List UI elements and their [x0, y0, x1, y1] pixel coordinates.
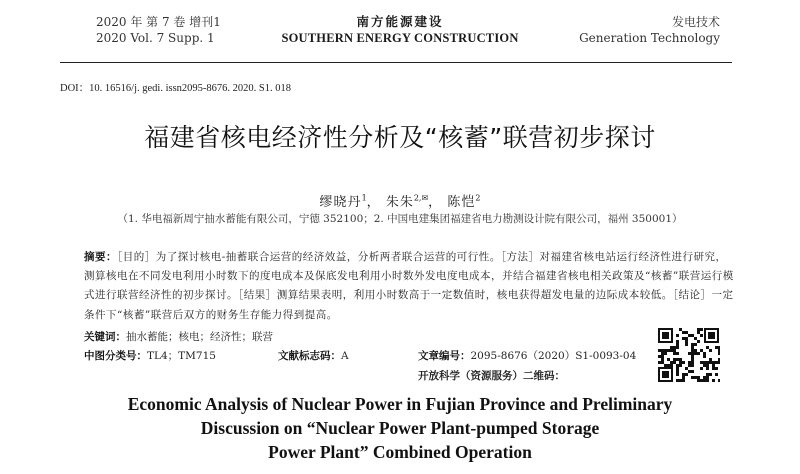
qr-module: [673, 361, 676, 364]
qr-module: [700, 367, 703, 370]
document-code: [278, 348, 349, 363]
abstract-label: 摘要：: [84, 251, 117, 263]
qr-module: [694, 376, 697, 379]
qr-module: [712, 367, 715, 370]
author-name: 朱朱: [385, 195, 414, 210]
title-en-line1: Economic Analysis of Nuclear Power in Fujian Province and Preliminary: [127, 394, 673, 414]
keywords-value: 抽水蓄能；核电；经济性；联营: [126, 331, 273, 343]
qr-module: [676, 373, 679, 376]
qr-module: [709, 361, 712, 364]
qr-module: [682, 361, 685, 364]
qr-module: [703, 361, 706, 364]
article-number-value: 2095-8676（2020）S1-0093-04: [470, 350, 637, 362]
header-rule: [60, 62, 732, 63]
qr-module: [682, 379, 685, 382]
qr-module: [706, 379, 709, 382]
qr-module: [667, 358, 670, 361]
author-affil-mark: 1: [361, 193, 367, 203]
qr-module: [718, 379, 720, 382]
qr-module: [673, 358, 676, 361]
qr-module: [709, 373, 712, 376]
qr-module: [688, 364, 691, 367]
qr-module: [658, 349, 661, 352]
qr-module: [712, 361, 715, 364]
qr-finder-top-left: [658, 328, 673, 343]
qr-module: [694, 337, 697, 340]
qr-module: [703, 376, 706, 379]
qr-module: [691, 355, 694, 358]
header-issue-cn: 2020 年 第 7 卷 增刊1: [96, 15, 221, 29]
qr-module: [679, 328, 682, 331]
qr-module: [682, 373, 685, 376]
qr-module: [691, 376, 694, 379]
qr-module: [718, 346, 720, 349]
author-name: 陈恺: [447, 195, 476, 210]
conclusion-text: 一定条件下“核蓄”联营后双方的财务生存能力得到提高。: [84, 289, 734, 321]
qr-module: [676, 358, 679, 361]
result-label: ［结果］: [238, 289, 277, 302]
author-name: 缪晓丹: [319, 195, 362, 210]
qr-module: [670, 364, 673, 367]
qr-module: [697, 352, 700, 355]
qr-module: [712, 379, 715, 382]
qr-module: [697, 331, 700, 334]
article-number-label: 文章编号：: [418, 350, 471, 362]
qr-module: [691, 334, 694, 337]
qr-module: [688, 352, 691, 355]
open-science-label: 开放科学（资源服务）二维码：: [418, 370, 565, 382]
doc-code-value: A: [341, 350, 349, 362]
open-science-qr-label: [418, 368, 565, 383]
qr-module: [700, 349, 703, 352]
qr-module: [700, 361, 703, 364]
qr-module: [709, 358, 712, 361]
section-cn: 发电技术: [671, 15, 720, 29]
journal-name-en: SOUTHERN ENERGY CONSTRUCTION: [281, 31, 519, 45]
qr-module: [685, 343, 688, 346]
qr-module: [715, 361, 718, 364]
qr-module: [676, 352, 679, 355]
qr-module: [703, 355, 706, 358]
qr-module: [697, 340, 700, 343]
method-text: 对福建省核电站运行经济性进行研究，测算核电在不同发电利用小时数下的度电成本及保底发电利用小时数外发电度电成本，并结合福建省核电相关政策及“核蓄”联营运行模式进行联营经济性的初步探讨。: [84, 251, 734, 302]
qr-module: [703, 352, 706, 355]
journal-name-cn: 南方能源建设: [356, 14, 444, 29]
qr-module: [688, 334, 691, 337]
clc-value: TL4；TM715: [147, 350, 216, 362]
affiliations: （1. 华电福新周宁抽水蓄能有限公司，宁德 352100；2. 中国电建集团福建省电力勘测设计院有限公司，福州 350001）: [117, 213, 683, 225]
header-issue-en: 2020 Vol. 7 Supp. 1: [96, 31, 215, 45]
qr-module: [697, 379, 700, 382]
qr-module: [697, 328, 700, 331]
qr-module: [706, 346, 709, 349]
abstract: [84, 248, 734, 325]
qr-module: [691, 349, 694, 352]
qr-module: [688, 361, 691, 364]
paper-title-en: [0, 392, 800, 464]
qr-module: [706, 361, 709, 364]
qr-module: [703, 379, 706, 382]
qr-module: [694, 352, 697, 355]
qr-module: [670, 349, 673, 352]
qr-module: [691, 364, 694, 367]
doi: DOI：10. 16516/j. gedi. issn2095-8676. 2020. S1. 018: [60, 83, 291, 94]
qr-module: [685, 367, 688, 370]
qr-module: [712, 364, 715, 367]
keywords-label: 关键词：: [84, 331, 126, 343]
qr-module: [676, 379, 679, 382]
qr-module: [718, 349, 720, 352]
author-list: 缪晓丹$^1$， 朱朱$^{2,✉}$， 陈恺$^2$: [319, 193, 481, 210]
keywords: [84, 329, 273, 344]
qr-finder-bottom-left: [658, 367, 673, 382]
qr-module: [661, 352, 664, 355]
qr-module: [685, 331, 688, 334]
qr-module: [685, 373, 688, 376]
qr-module: [691, 361, 694, 364]
qr-module: [664, 352, 667, 355]
qr-module: [670, 346, 673, 349]
qr-module: [718, 352, 720, 355]
paper-title-cn: 福建省核电经济性分析及“核蓄”联营初步探讨: [144, 123, 656, 152]
qr-module: [676, 343, 679, 346]
purpose-label: ［目的］: [117, 251, 156, 263]
qr-module: [691, 370, 694, 373]
qr-finder-top-right: [704, 328, 719, 343]
qr-module: [691, 352, 694, 355]
clc-number: [84, 348, 216, 363]
qr-module: [700, 328, 703, 331]
qr-module: [661, 349, 664, 352]
qr-module: [679, 358, 682, 361]
qr-module: [667, 364, 670, 367]
qr-module: [715, 367, 718, 370]
clc-label: 中图分类号：: [84, 350, 147, 362]
purpose-text: 为了探讨核电-抽蓄联合运营的经济效益，分析两者联合运营的可行性。: [155, 251, 501, 263]
author-affil-mark: 2,✉: [413, 193, 429, 203]
qr-module: [709, 349, 712, 352]
author-affil-mark: 2: [475, 193, 481, 203]
qr-module: [706, 373, 709, 376]
qr-module: [676, 340, 679, 343]
qr-module: [706, 367, 709, 370]
qr-module: [676, 370, 679, 373]
title-en-line3: Power Plant” Combined Operation: [268, 442, 532, 462]
qr-module: [673, 352, 676, 355]
title-en-line2: Discussion on “Nuclear Power Plant-pumped Storage: [200, 418, 600, 438]
conclusion-label: ［结论］: [672, 289, 712, 302]
qr-module: [691, 346, 694, 349]
qr-module: [703, 364, 706, 367]
qr-module: [676, 346, 679, 349]
qr-module: [661, 358, 664, 361]
header-section: [579, 14, 720, 46]
qr-module: [694, 343, 697, 346]
qr-module: [658, 361, 661, 364]
qr-module: [685, 340, 688, 343]
qr-module: [718, 358, 720, 361]
qr-module: [688, 370, 691, 373]
qr-module: [697, 376, 700, 379]
qr-module: [700, 334, 703, 337]
qr-module: [661, 361, 664, 364]
qr-module: [679, 379, 682, 382]
qr-module: [679, 361, 682, 364]
qr-module: [700, 379, 703, 382]
method-label: ［方法］: [500, 251, 540, 263]
qr-module: [715, 373, 718, 376]
article-number: [418, 348, 636, 363]
qr-module: [682, 331, 685, 334]
qr-module: [679, 364, 682, 367]
qr-module: [718, 361, 720, 364]
qr-module: [676, 334, 679, 337]
qr-module: [676, 364, 679, 367]
doc-code-label: 文献标志码：: [278, 350, 341, 362]
result-text: 测算结果表明，利用小时数高于一定数值时，核电获得超发电量的边际成本较低。: [276, 289, 673, 302]
qr-module: [676, 367, 679, 370]
qr-module: [694, 349, 697, 352]
qr-module: [664, 364, 667, 367]
qr-module: [682, 376, 685, 379]
qr-module: [673, 349, 676, 352]
qr-module: [706, 364, 709, 367]
qr-module: [685, 337, 688, 340]
section-en: Generation Technology: [579, 31, 720, 45]
qr-module: [661, 355, 664, 358]
qr-module: [682, 337, 685, 340]
qr-module: [667, 349, 670, 352]
qr-module: [664, 349, 667, 352]
qr-module: [691, 358, 694, 361]
qr-module: [691, 343, 694, 346]
qr-module: [673, 346, 676, 349]
qr-code[interactable]: [657, 327, 720, 383]
qr-module: [706, 376, 709, 379]
qr-module: [670, 361, 673, 364]
qr-module: [658, 355, 661, 358]
qr-module: [715, 346, 718, 349]
